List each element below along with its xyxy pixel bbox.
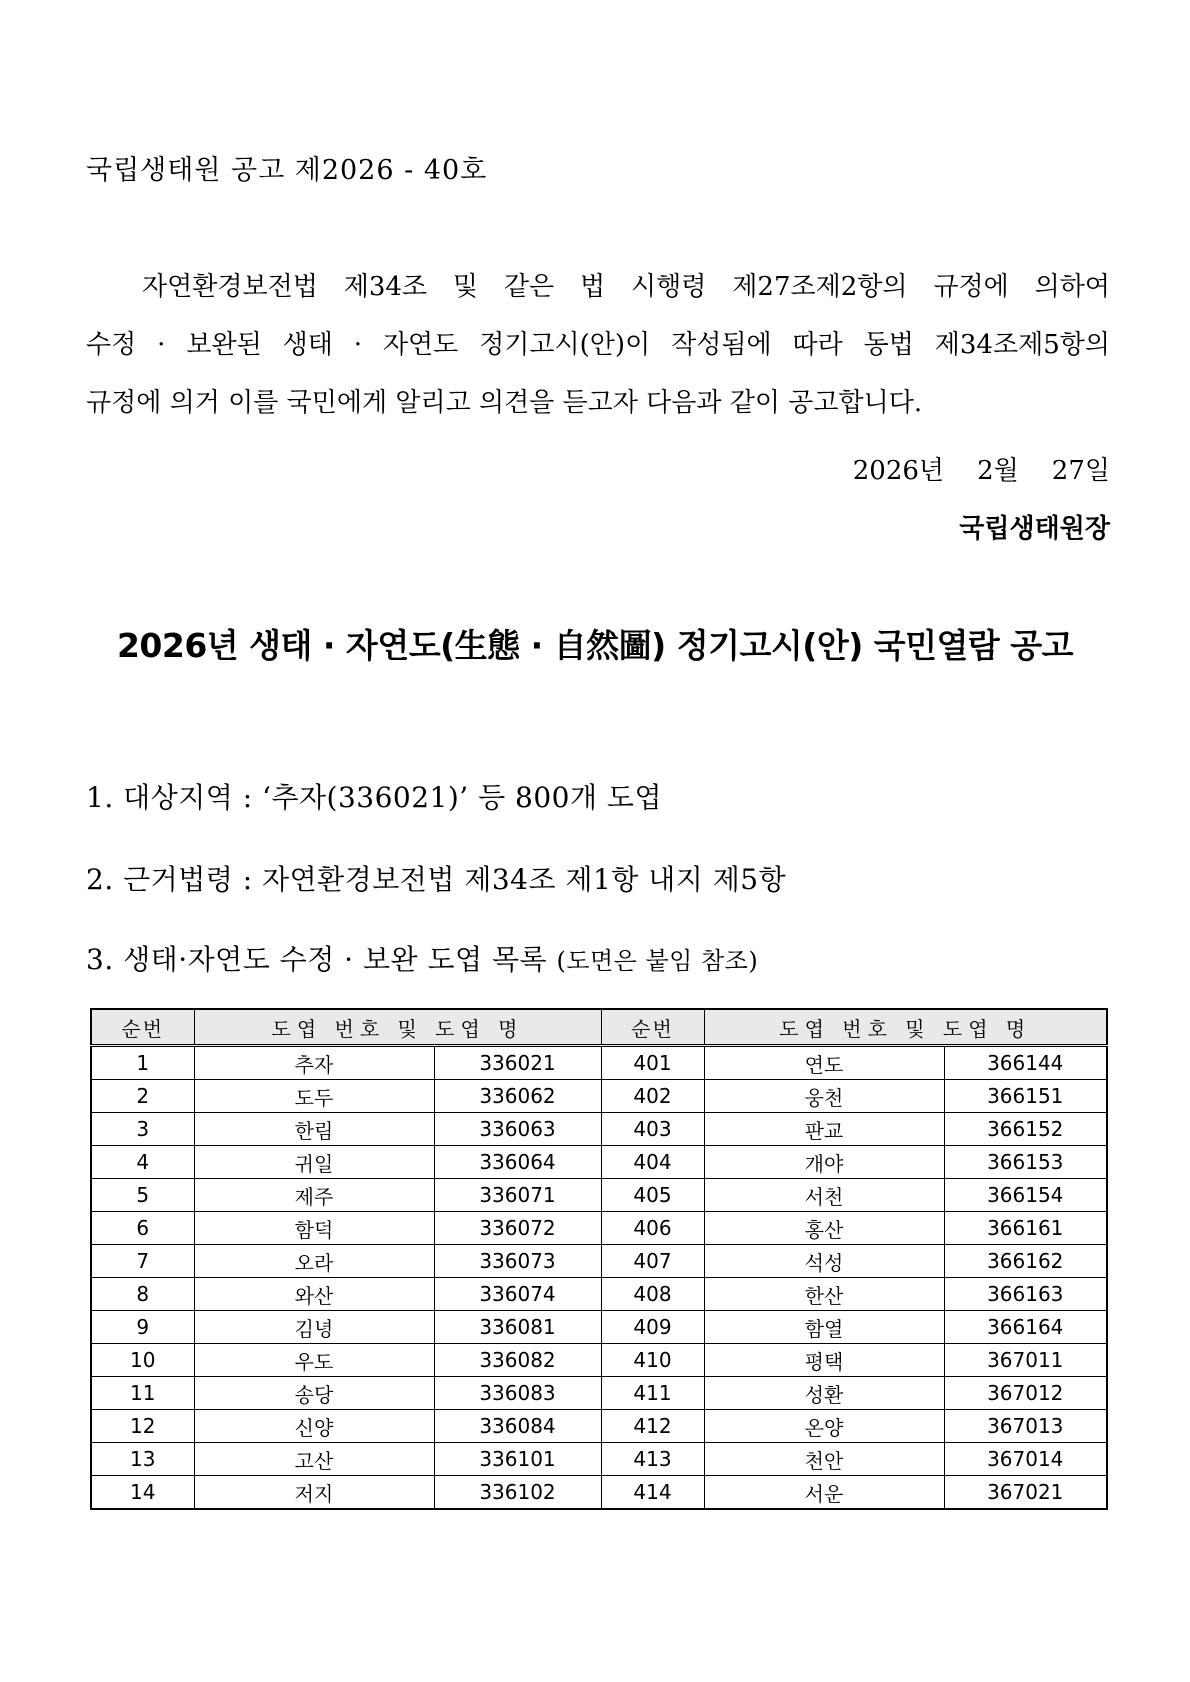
map-code-cell: 366151 [944,1080,1107,1113]
table-row [91,1179,1107,1212]
map-code-cell: 366164 [944,1311,1107,1344]
item-map-list-label: 3. 생태·자연도 수정 · 보완 도엽 목록 [86,943,548,976]
map-code-cell: 336021 [434,1046,601,1080]
intro-line: 자연환경보전법 제34조 및 같은 법 시행령 제27조제2항의 규정에 의하여 [142,272,1110,302]
table-row [91,1410,1107,1443]
item-map-list [86,938,758,978]
map-code-cell: 366161 [944,1212,1107,1245]
table-row [91,1146,1107,1179]
map-name-cell: 홍산 [704,1212,944,1245]
map-name-cell: 성환 [704,1377,944,1410]
map-sheet-table [90,1008,1108,1510]
signer: 국립생태원장 [959,514,1110,544]
map-code-cell: 336073 [434,1245,601,1278]
seq-cell: 9 [91,1311,194,1344]
map-name-cell: 송당 [194,1377,434,1410]
map-name-cell: 귀일 [194,1146,434,1179]
map-code-cell: 336081 [434,1311,601,1344]
seq-cell: 403 [601,1113,704,1146]
header-map: 도엽 번호 및 도엽 명 [194,1009,601,1046]
map-code-cell: 336074 [434,1278,601,1311]
table-row [91,1046,1107,1080]
map-name-cell: 석성 [704,1245,944,1278]
seq-cell: 1 [91,1046,194,1080]
map-name-cell: 도두 [194,1080,434,1113]
notice-date: 2026년 2월 27일 [852,456,1110,486]
map-name-cell: 함덕 [194,1212,434,1245]
map-code-cell: 366162 [944,1245,1107,1278]
seq-cell: 11 [91,1377,194,1410]
map-code-cell: 336063 [434,1113,601,1146]
seq-cell: 404 [601,1146,704,1179]
seq-cell: 7 [91,1245,194,1278]
seq-cell: 402 [601,1080,704,1113]
map-name-cell: 우도 [194,1344,434,1377]
map-name-cell: 온양 [704,1410,944,1443]
seq-cell: 5 [91,1179,194,1212]
map-code-cell: 336082 [434,1344,601,1377]
seq-cell: 411 [601,1377,704,1410]
map-name-cell: 고산 [194,1443,434,1476]
item-legal-basis: 2. 근거법령 : 자연환경보전법 제34조 제1항 내지 제5항 [86,863,787,896]
intro-paragraph [86,258,1110,432]
map-name-cell: 한림 [194,1113,434,1146]
map-name-cell: 평택 [704,1344,944,1377]
seq-cell: 413 [601,1443,704,1476]
map-name-cell: 웅천 [704,1080,944,1113]
seq-cell: 6 [91,1212,194,1245]
map-code-cell: 366154 [944,1179,1107,1212]
map-code-cell: 367011 [944,1344,1107,1377]
seq-cell: 410 [601,1344,704,1377]
table-row [91,1377,1107,1410]
seq-cell: 10 [91,1344,194,1377]
table-row [91,1443,1107,1476]
seq-cell: 412 [601,1410,704,1443]
map-name-cell: 오라 [194,1245,434,1278]
map-name-cell: 추자 [194,1046,434,1080]
map-name-cell: 김녕 [194,1311,434,1344]
seq-cell: 408 [601,1278,704,1311]
intro-line: 수정 · 보완된 생태 · 자연도 정기고시(안)이 작성됨에 따라 동법 제34조제5항의 [86,330,1110,360]
document-title: 2026년 생태 · 자연도(生態 · 自然圖) 정기고시(안) 국민열람 공고 [116,626,1074,665]
header-map: 도엽 번호 및 도엽 명 [704,1009,1107,1046]
seq-cell: 13 [91,1443,194,1476]
map-name-cell: 와산 [194,1278,434,1311]
table-body [91,1046,1107,1510]
header-seq: 순번 [91,1009,194,1046]
map-name-cell: 한산 [704,1278,944,1311]
seq-cell: 406 [601,1212,704,1245]
item-map-list-note: (도면은 붙임 참조) [556,947,759,975]
map-code-cell: 336062 [434,1080,601,1113]
map-name-cell: 개야 [704,1146,944,1179]
map-code-cell: 336072 [434,1212,601,1245]
seq-cell: 401 [601,1046,704,1080]
map-code-cell: 336084 [434,1410,601,1443]
map-code-cell: 336071 [434,1179,601,1212]
map-name-cell: 서천 [704,1179,944,1212]
map-code-cell: 336102 [434,1476,601,1510]
map-code-cell: 366152 [944,1113,1107,1146]
seq-cell: 405 [601,1179,704,1212]
seq-cell: 414 [601,1476,704,1510]
map-code-cell: 366153 [944,1146,1107,1179]
notice-number: 국립생태원 공고 제2026 - 40호 [86,155,488,186]
table-row [91,1245,1107,1278]
table-row [91,1080,1107,1113]
map-code-cell: 336064 [434,1146,601,1179]
map-name-cell: 서운 [704,1476,944,1510]
table-row [91,1278,1107,1311]
table-row [91,1476,1107,1510]
seq-cell: 8 [91,1278,194,1311]
table-header-row [91,1009,1107,1046]
map-name-cell: 신양 [194,1410,434,1443]
map-code-cell: 366163 [944,1278,1107,1311]
table-row [91,1311,1107,1344]
seq-cell: 407 [601,1245,704,1278]
map-name-cell: 연도 [704,1046,944,1080]
map-code-cell: 367014 [944,1443,1107,1476]
map-name-cell: 함열 [704,1311,944,1344]
map-code-cell: 367012 [944,1377,1107,1410]
seq-cell: 2 [91,1080,194,1113]
table-row [91,1344,1107,1377]
seq-cell: 14 [91,1476,194,1510]
map-code-cell: 367021 [944,1476,1107,1510]
seq-cell: 12 [91,1410,194,1443]
map-name-cell: 저지 [194,1476,434,1510]
map-name-cell: 제주 [194,1179,434,1212]
map-code-cell: 336083 [434,1377,601,1410]
map-code-cell: 336101 [434,1443,601,1476]
map-name-cell: 판교 [704,1113,944,1146]
map-code-cell: 367013 [944,1410,1107,1443]
table-row [91,1113,1107,1146]
intro-line: 규정에 의거 이를 국민에게 알리고 의견을 듣고자 다음과 같이 공고합니다. [86,388,923,418]
seq-cell: 4 [91,1146,194,1179]
table-row [91,1212,1107,1245]
map-name-cell: 천안 [704,1443,944,1476]
header-seq: 순번 [601,1009,704,1046]
seq-cell: 409 [601,1311,704,1344]
seq-cell: 3 [91,1113,194,1146]
item-target-area: 1. 대상지역 : ‘추자(336021)’ 등 800개 도엽 [86,781,663,814]
map-code-cell: 366144 [944,1046,1107,1080]
